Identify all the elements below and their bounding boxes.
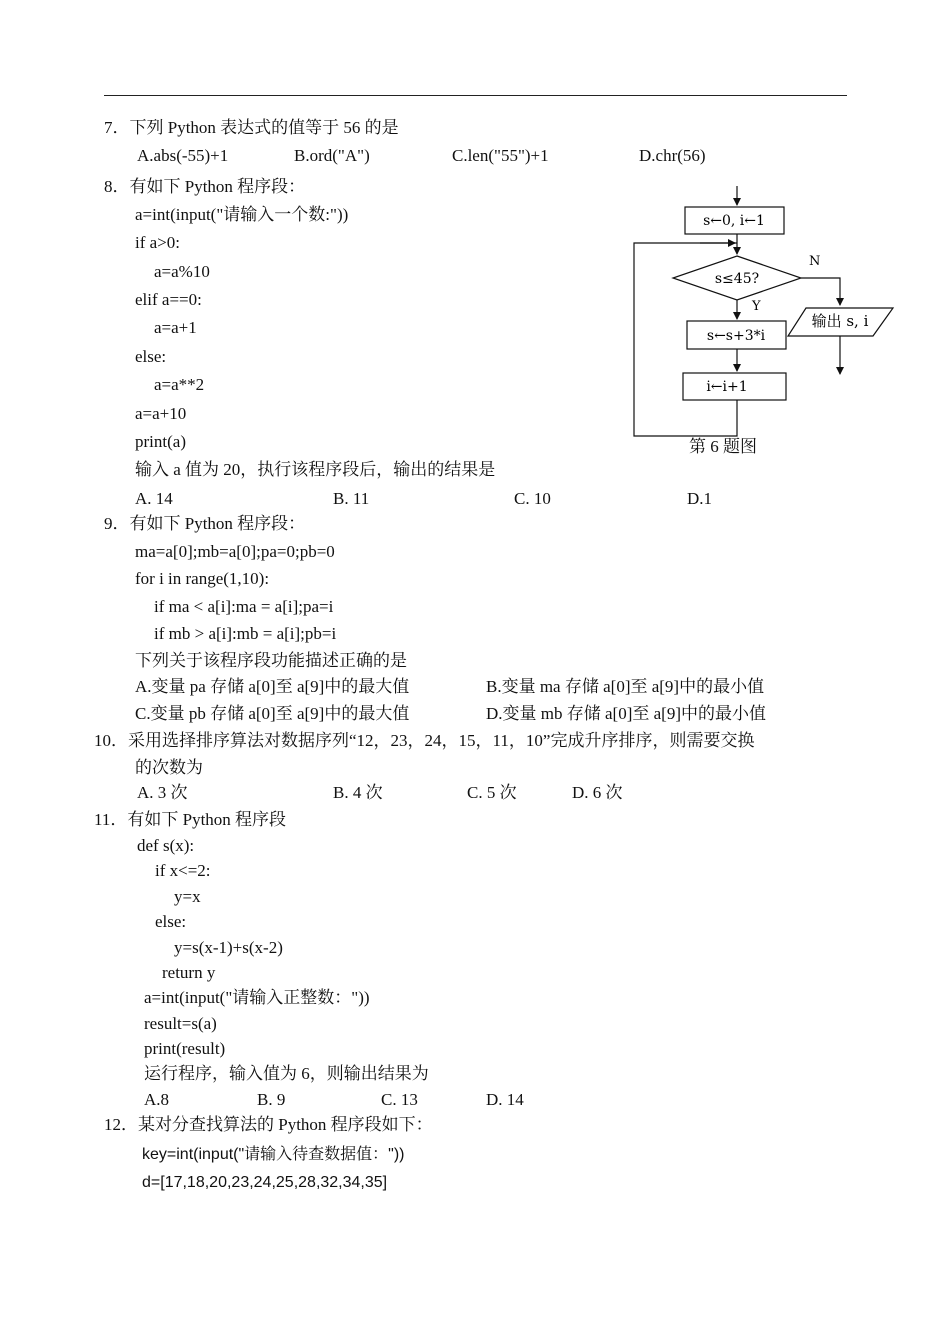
flow-no-label: N [809,254,821,269]
q11-prompt: 运行程序，输入值为 6，则输出结果为 [144,1064,429,1083]
flow-condition-text: s≤45? [714,271,760,287]
q7-option-c: C.len("55")+1 [452,146,549,165]
q11-option-c: C. 13 [381,1090,418,1109]
flowchart [0,0,950,470]
q9-option-b: B.变量 ma 存储 a[0]至 a[9]中的最小值 [486,677,765,696]
flow-step2-text: i←i+1 [706,379,748,395]
figure-caption: 第 6 题图 [689,437,757,456]
q9-prompt: 下列关于该程序段功能描述正确的是 [135,651,407,670]
flow-step1-text: s←s+3*i [706,328,766,344]
q11-code-line: y=x [174,887,201,906]
q9-code-line: if ma < a[i]:ma = a[i];pa=i [154,597,334,616]
q11-code-line: def s(x): [137,836,195,855]
q8-code-line: print(a) [135,432,186,451]
q11-code-line: if x<=2: [155,861,211,880]
q8-option-a: A. 14 [135,489,173,508]
q11-stem: 11．有如下 Python 程序段 [94,810,287,829]
q9-code-line: for i in range(1,10): [135,569,270,588]
flow-init-text: s←0, i←1 [703,213,765,229]
q9-stem: 9．有如下 Python 程序段： [104,514,306,533]
q11-code-line: y=s(x-1)+s(x-2) [174,938,283,957]
q11-option-b: B. 9 [257,1090,286,1109]
q8-code-line: a=int(input("请输入一个数:")) [135,205,349,224]
q11-code-line: result=s(a) [144,1014,217,1033]
q11-code-line: print(result) [144,1039,226,1058]
q10-stem: 10．采用选择排序算法对数据序列“12，23，24，15，11，10”完成升序排序，则需要交换 [94,731,755,750]
q9-option-d: D.变量 mb 存储 a[0]至 a[9]中的最小值 [486,704,766,723]
q8-option-d: D.1 [687,489,713,508]
q8-code-line: a=a+10 [135,404,187,423]
q8-option-b: B. 11 [333,489,370,508]
q11-code-line: return y [162,963,216,982]
q10-option-b: B. 4 次 [333,783,383,802]
q7-stem: 7．下列 Python 表达式的值等于 56 的是 [104,118,399,137]
flow-yes-label: Y [752,299,761,314]
q8-code-line: else: [135,347,167,366]
q8-code-line: a=a+1 [154,318,197,337]
q11-code-line: a=int(input("请输入正整数：")) [144,988,370,1007]
q10-stem-cont: 的次数为 [135,758,203,777]
q12-code-line: d=[17,18,20,23,24,25,28,32,34,35] [142,1174,388,1191]
q10-option-d: D. 6 次 [572,783,623,802]
q9-code-line: ma=a[0];mb=a[0];pa=0;pb=0 [135,542,335,561]
q8-code-line: a=a%10 [154,262,210,281]
q8-code-line: a=a**2 [154,375,205,394]
q12-stem: 12．某对分查找算法的 Python 程序段如下： [104,1115,433,1134]
q9-option-a: A.变量 pa 存储 a[0]至 a[9]中的最大值 [135,677,410,696]
q12-code-line: key=int(input("请输入待查数据值：")) [142,1146,405,1163]
q9-option-c: C.变量 pb 存储 a[0]至 a[9]中的最大值 [135,704,410,723]
q8-code-line: if a>0: [135,233,180,252]
q11-code-line: else: [155,912,187,931]
q8-option-c: C. 10 [514,489,551,508]
q7-option-a: A.abs(-55)+1 [137,146,229,165]
q11-option-d: D. 14 [486,1090,524,1109]
q8-code-line: elif a==0: [135,290,202,309]
q7-option-d: D.chr(56) [639,146,706,165]
q8-stem: 8．有如下 Python 程序段： [104,177,306,196]
flow-output-text: 输出 s, i [811,312,869,330]
q10-option-a: A. 3 次 [137,783,188,802]
q10-option-c: C. 5 次 [467,783,517,802]
q7-option-b: B.ord("A") [294,146,370,165]
q11-option-a: A.8 [144,1090,170,1109]
flow-no-arrow [801,278,840,305]
q9-code-line: if mb > a[i]:mb = a[i];pb=i [154,624,337,643]
q8-prompt: 输入 a 值为 20，执行该程序段后，输出的结果是 [135,460,496,479]
